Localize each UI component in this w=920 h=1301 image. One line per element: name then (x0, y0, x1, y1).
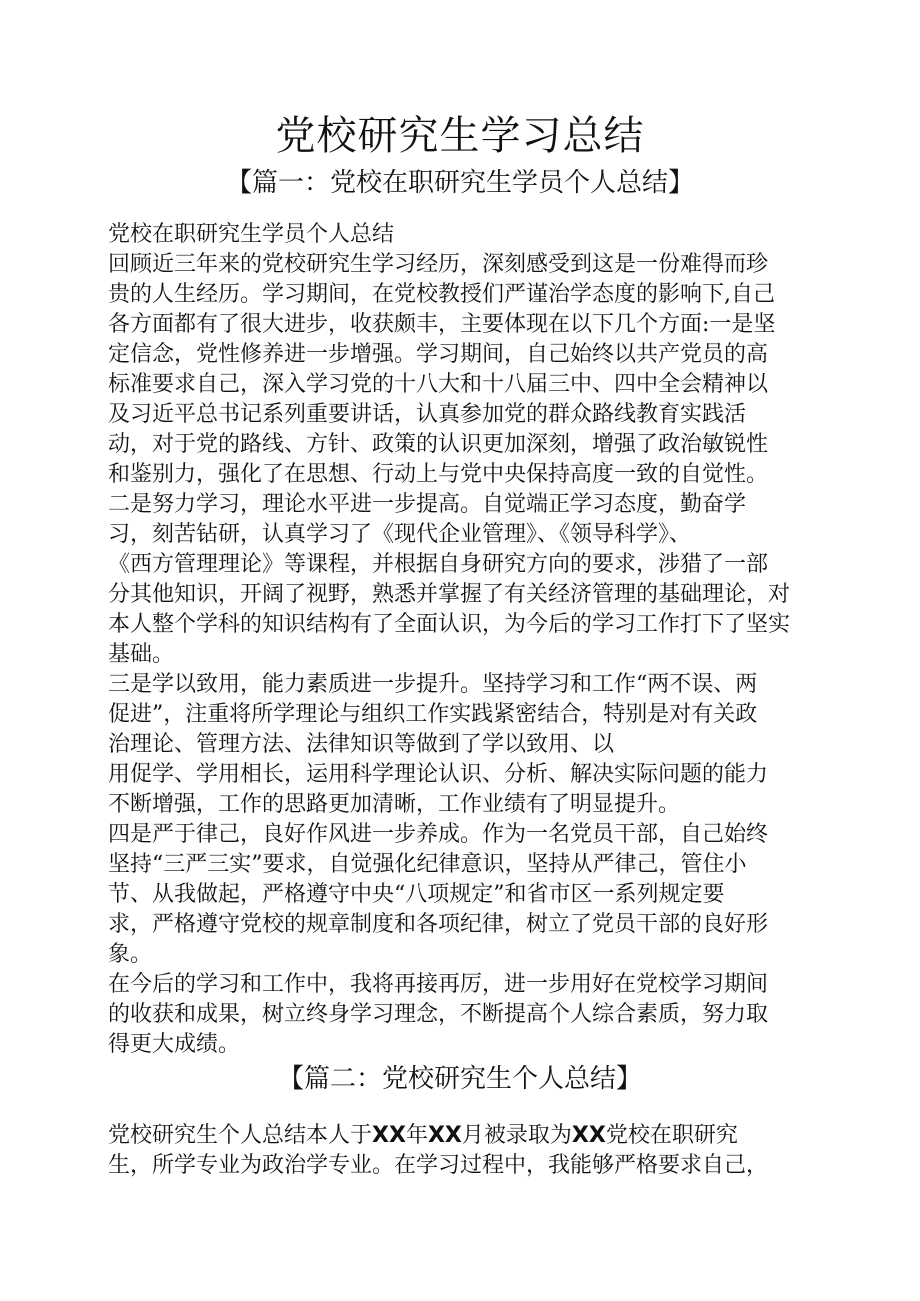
text-run: 年 (405, 1123, 428, 1148)
paragraph-line: 坚持“三严三实”要求，自觉强化纪律意识，坚持从严律己，管住小 (108, 852, 747, 877)
paragraph-line: 分其他知识，开阔了视野，熟悉并掌握了有关经济管理的基础理论，对 (108, 582, 791, 607)
paragraph-line: 本人整个学科的知识结构有了全面认识，为今后的学习工作打下了坚实 (108, 612, 791, 637)
paragraph-line: 标准要求自己，深入学习党的十八大和十八届三中、四中全会精神以 (108, 372, 769, 397)
paragraph-line (108, 1121, 828, 1151)
paragraph-line: 动，对于党的路线、方针、政策的认识更加深刻，增强了政治敏锐性 (108, 432, 769, 457)
paragraph-line: 四是严于律己，良好作风进一步养成。作为一名党员干部，自己始终 (108, 822, 769, 847)
paragraph-line: 象。 (108, 942, 153, 967)
paragraph-line: 回顾近三年来的党校研究生学习经历，深刻感受到这是一份难得而珍 (108, 252, 769, 277)
paragraph-line: 的收获和成果，树立终身学习理念，不断提高个人综合素质，努力取 (108, 1002, 769, 1027)
paragraph-line: 求，严格遵守党校的规章制度和各项纪律，树立了党员干部的良好形 (108, 912, 769, 937)
section2-heading: 【篇二：党校研究生个人总结】 (277, 1064, 642, 1094)
paragraph-line: 在今后的学习和工作中，我将再接再厉，进一步用好在党校学习期间 (108, 972, 769, 997)
section1-heading: 【篇一：党校在职研究生学员个人总结】 (225, 168, 694, 198)
section1-body (108, 220, 828, 1060)
document-title: 党校研究生学习总结 (275, 113, 645, 159)
paragraph-line: 定信念，党性修养进一步增强。学习期间，自己始终以共产党员的高 (108, 342, 769, 367)
placeholder-xx: XX (427, 1123, 462, 1148)
paragraph-line: 基础。 (108, 642, 175, 667)
paragraph-line: 《西方管理理论》等课程，并根据自身研究方向的要求，涉猎了一部 (108, 552, 769, 577)
section2-body (108, 1121, 828, 1181)
paragraph-line: 习，刻苦钻研，认真学习了《现代企业管理》、《领导科学》、 (108, 522, 692, 547)
paragraph-line: 各方面都有了很大进步，收获颇丰，主要体现在以下几个方面:一是坚 (108, 312, 776, 337)
text-run: 党校在职研究 (605, 1123, 738, 1148)
paragraph-line: 和鉴别力，强化了在思想、行动上与党中央保持高度一致的自觉性。 (108, 462, 769, 487)
paragraph-line: 不断增强，工作的思路更加清晰，工作业绩有了明显提升。 (108, 792, 681, 817)
paragraph-line: 用促学、学用相长，运用科学理论认识、分析、解决实际问题的能力 (108, 762, 769, 787)
text-run: 党校研究生个人总结本人于 (108, 1123, 373, 1148)
paragraph-line: 促进”，注重将所学理论与组织工作实践紧密结合，特别是对有关政 (108, 702, 758, 727)
paragraph-line: 贵的人生经历。学习期间，在党校教授们严谨治学态度的影响下,自己 (108, 282, 775, 307)
paragraph-line: 治理论、管理方法、法律知识等做到了学以致用、以 (108, 732, 615, 757)
paragraph-line: 三是学以致用，能力素质进一步提升。坚持学习和工作“两不误、两 (108, 672, 758, 697)
paragraph-line: 节、从我做起，严格遵守中央“八项规定”和省市区一系列规定要 (108, 882, 725, 907)
paragraph-line: 及习近平总书记系列重要讲话，认真参加党的群众路线教育实践活 (108, 402, 747, 427)
paragraph-line: 得更大成绩。 (108, 1032, 241, 1057)
placeholder-xx: XX (571, 1123, 606, 1148)
paragraph-line: 生，所学专业为政治学专业。在学习过程中，我能够严格要求自己， (108, 1153, 769, 1178)
placeholder-xx: XX (372, 1123, 406, 1148)
text-run: 月被录取为 (461, 1123, 572, 1148)
paragraph-line: 党校在职研究生学员个人总结 (108, 222, 395, 247)
paragraph-line: 二是努力学习，理论水平进一步提高。自觉端正学习态度，勤奋学 (108, 492, 747, 517)
